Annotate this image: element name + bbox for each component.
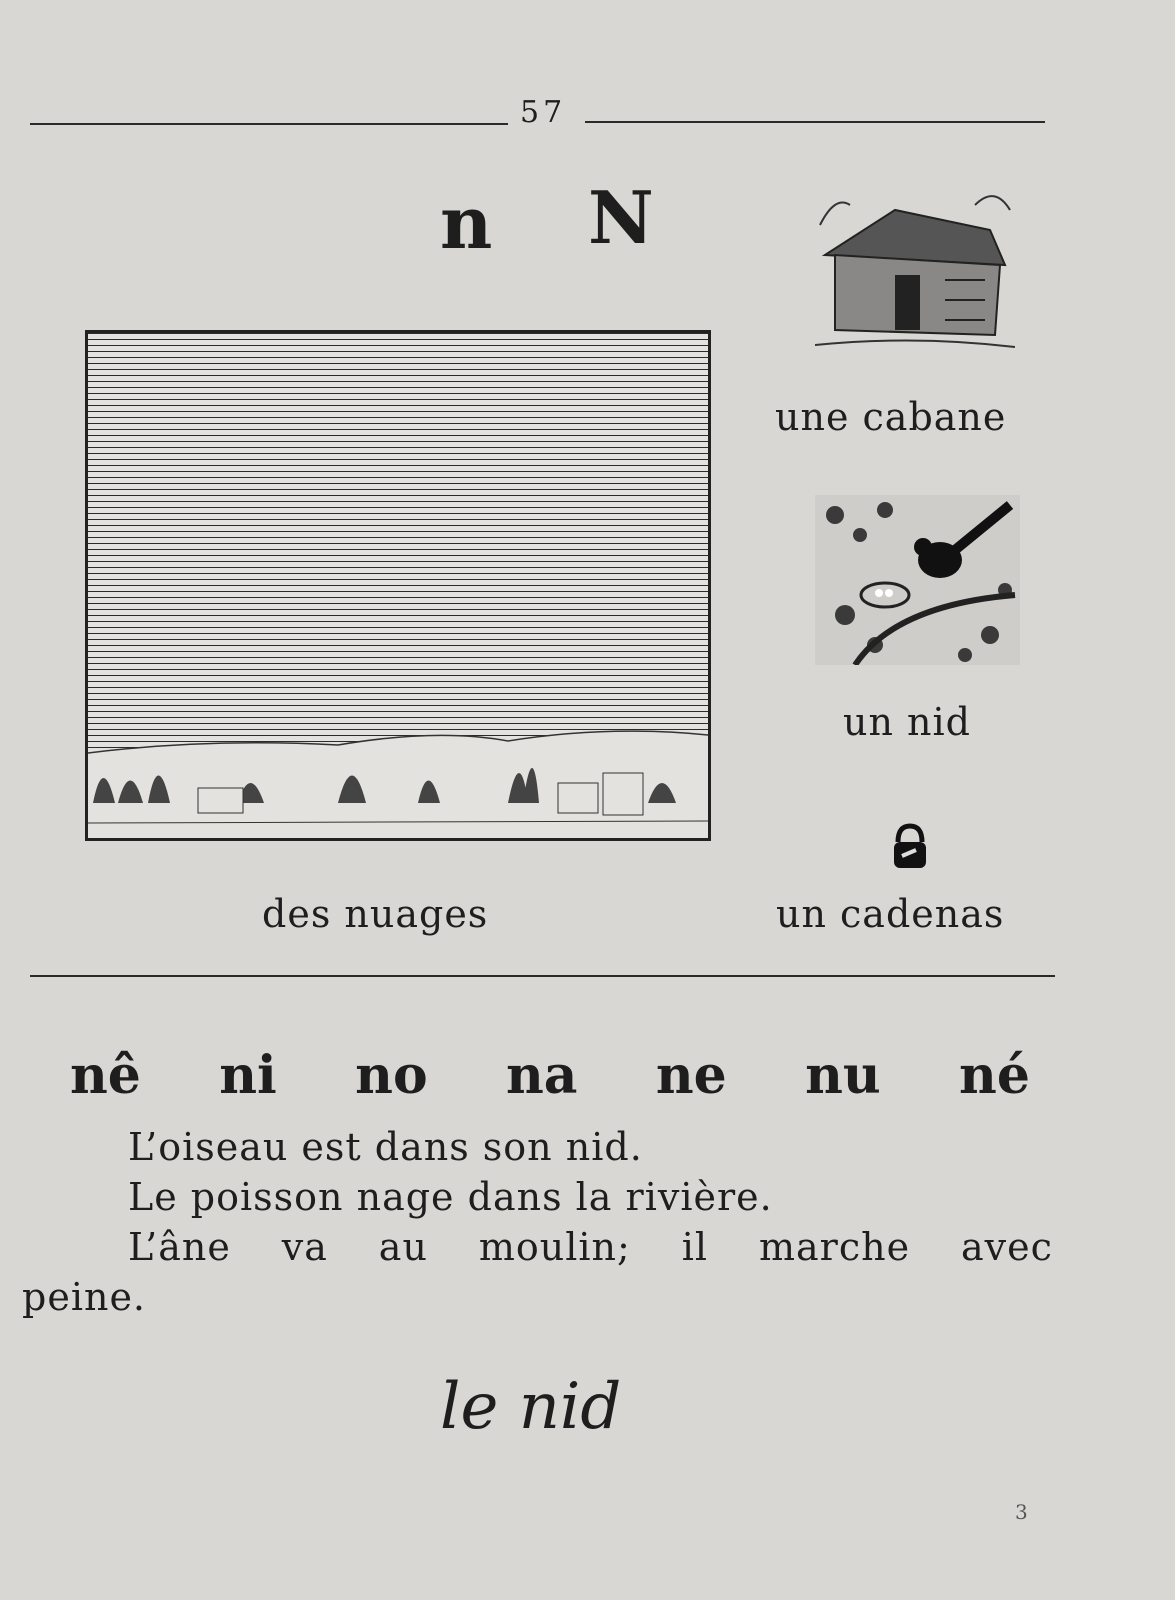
syllable-row	[70, 1045, 1030, 1106]
sentence-3-word: marche	[758, 1225, 911, 1269]
landscape-drawing	[88, 333, 708, 838]
sentence-3-word: va	[281, 1225, 328, 1269]
section-divider	[30, 975, 1055, 977]
sentence-3-word: il	[681, 1225, 709, 1269]
caption-un-cadenas: un cadenas	[776, 892, 1005, 936]
sentence-3-word: moulin;	[478, 1225, 631, 1269]
heading-lowercase-letter: n	[440, 180, 493, 265]
syllable: ni	[219, 1045, 277, 1106]
syllable: ne	[655, 1045, 727, 1106]
sentence-3	[128, 1225, 1053, 1269]
nest-illustration	[815, 495, 1020, 665]
syllable: no	[355, 1045, 428, 1106]
caption-un-nid: un nid	[843, 700, 971, 744]
footer-signature-mark: 3	[1015, 1500, 1028, 1524]
sentence-3-word: avec	[961, 1225, 1053, 1269]
syllable: na	[505, 1045, 578, 1106]
syllable: nê	[70, 1045, 141, 1106]
page-number: 57	[520, 95, 567, 130]
caption-une-cabane: une cabane	[775, 395, 1007, 439]
top-rule-left	[30, 123, 508, 125]
syllable: nu	[805, 1045, 881, 1106]
sentence-3-word: L’âne	[128, 1225, 231, 1269]
sentence-2: Le poisson nage dans la rivière.	[128, 1175, 773, 1219]
syllable: né	[959, 1045, 1030, 1106]
padlock-icon	[890, 822, 930, 872]
sentence-3-word: au	[378, 1225, 428, 1269]
caption-des-nuages: des nuages	[262, 892, 489, 936]
sentence-3-continuation: peine.	[22, 1275, 147, 1319]
top-rule-right	[585, 121, 1045, 123]
cabin-illustration	[815, 185, 1015, 365]
clouds-illustration	[85, 330, 711, 841]
sentence-1: L’oiseau est dans son nid.	[128, 1125, 643, 1169]
heading-uppercase-letter: N	[588, 175, 654, 260]
cursive-word: le nid	[440, 1370, 622, 1444]
